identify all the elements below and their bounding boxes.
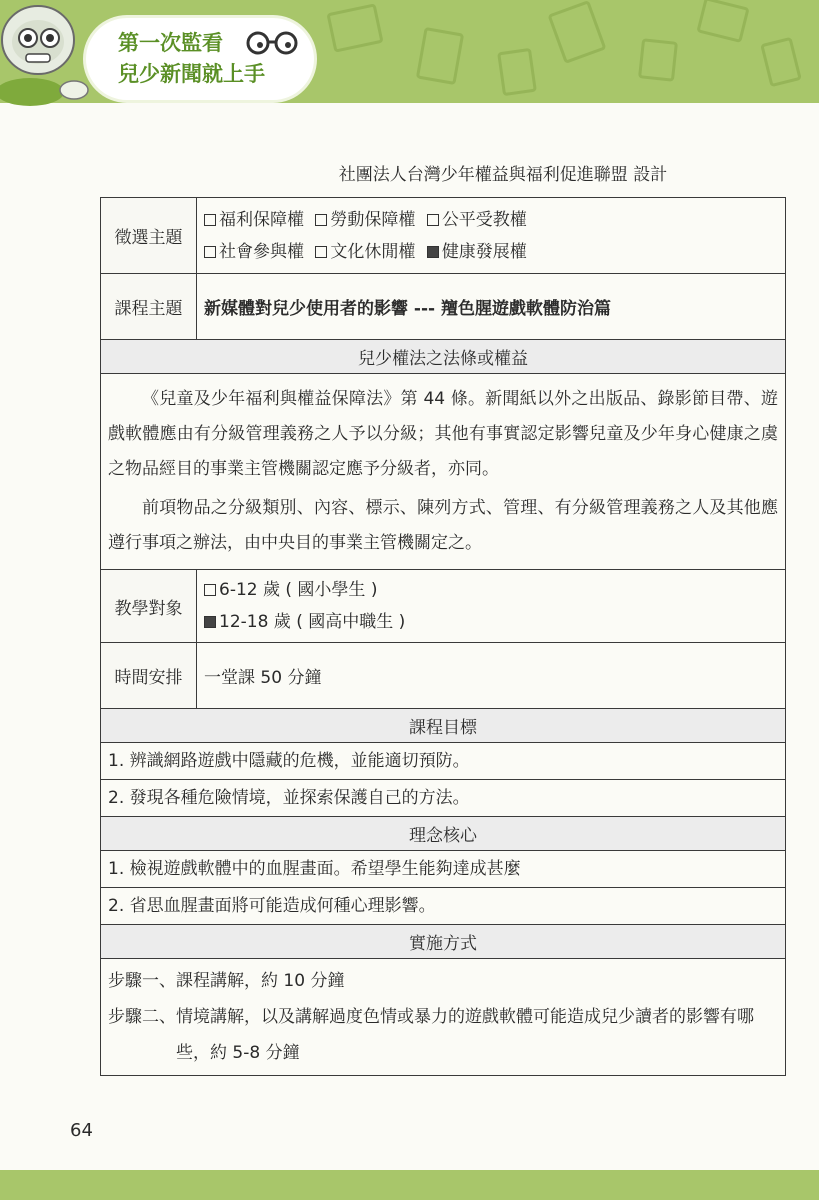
target-options bbox=[197, 570, 786, 643]
header-title bbox=[118, 28, 265, 90]
implementation-steps bbox=[101, 959, 786, 1076]
decor-tablet-icon bbox=[547, 0, 606, 64]
objectives-heading: 課程目標 bbox=[101, 709, 786, 743]
checkbox-checked-icon bbox=[204, 616, 216, 628]
checkbox-icon bbox=[427, 214, 439, 226]
decor-film-icon bbox=[638, 38, 678, 82]
core-item: 2. 省思血腥畫面將可能造成何種心理影響。 bbox=[101, 888, 786, 925]
theme-option: 勞動保障權 bbox=[315, 210, 415, 230]
checkbox-icon bbox=[315, 214, 327, 226]
footer-band bbox=[0, 1170, 819, 1200]
theme-option: 社會參與權 bbox=[204, 242, 304, 262]
objective-item: 2. 發現各種危險情境，並探索保護自己的方法。 bbox=[101, 780, 786, 817]
target-label: 教學對象 bbox=[101, 570, 197, 643]
header-title-line2: 兒少新聞就上手 bbox=[118, 62, 265, 86]
theme-option: 福利保障權 bbox=[204, 210, 304, 230]
step-label: 步驟一、 bbox=[108, 971, 176, 991]
core-heading: 理念核心 bbox=[101, 817, 786, 851]
checkbox-icon bbox=[204, 246, 216, 258]
target-option: 12-18 歲 ( 國高中職生 ) bbox=[204, 606, 778, 638]
step-text: 情境講解，以及講解過度色情或暴力的遊戲軟體可能造成兒少讀者的影響有哪些，約 5-8 分鐘 bbox=[176, 1007, 754, 1063]
decor-tablet-icon bbox=[416, 27, 464, 85]
step-item bbox=[108, 963, 778, 999]
law-section-heading: 兒少權法之法條或權益 bbox=[101, 340, 786, 374]
step-label: 步驟二、 bbox=[108, 1007, 176, 1027]
course-topic-value: 新媒體對兒少使用者的影響 --- 羶色腥遊戲軟體防治篇 bbox=[197, 274, 786, 340]
theme-option: 文化休閒權 bbox=[315, 242, 415, 262]
schedule-value: 一堂課 50 分鐘 bbox=[197, 643, 786, 709]
page-number: 64 bbox=[70, 1120, 93, 1141]
lesson-plan-table bbox=[100, 197, 786, 1076]
law-paragraph: 《兒童及少年福利與權益保障法》第 44 條。新聞紙以外之出版品、錄影節目帶、遊戲軟體應由有分級管理義務之人予以分級；其他有事實認定影響兒童及少年身心健康之虞之物品經目的事業主管機關認定應予分級者，亦同。 bbox=[108, 389, 778, 479]
checkbox-icon bbox=[204, 214, 216, 226]
law-section-body bbox=[101, 374, 786, 570]
step-text: 課程講解，約 10 分鐘 bbox=[176, 971, 345, 991]
design-credit: 社團法人台灣少年權益與福利促進聯盟 設計 bbox=[338, 165, 668, 185]
checkbox-icon bbox=[204, 584, 216, 596]
decor-plug-icon bbox=[760, 37, 802, 87]
law-paragraph: 前項物品之分級類別、內容、標示、陳列方式、管理、有分級管理義務之人及其他應遵行事項之辦法，由中央目的事業主管機關定之。 bbox=[108, 498, 778, 553]
objective-item: 1. 辨識網路遊戲中隱藏的危機，並能適切預防。 bbox=[101, 743, 786, 780]
glasses-icon bbox=[245, 30, 301, 56]
checkbox-checked-icon bbox=[427, 246, 439, 258]
decor-phone-icon bbox=[497, 48, 537, 96]
core-item: 1. 檢視遊戲軟體中的血腥畫面。希望學生能夠達成甚麼 bbox=[101, 851, 786, 888]
target-option: 6-12 歲 ( 國小學生 ) bbox=[204, 574, 778, 606]
theme-option: 健康發展權 bbox=[427, 242, 527, 262]
decor-tv-icon bbox=[326, 3, 383, 53]
theme-option: 公平受教權 bbox=[427, 210, 527, 230]
decor-tv-icon bbox=[696, 0, 749, 43]
checkbox-icon bbox=[315, 246, 327, 258]
schedule-label: 時間安排 bbox=[101, 643, 197, 709]
implementation-heading: 實施方式 bbox=[101, 925, 786, 959]
theme-options bbox=[197, 198, 786, 274]
header-title-line1: 第一次監看 bbox=[118, 31, 223, 55]
theme-label: 徵選主題 bbox=[101, 198, 197, 274]
course-topic-label: 課程主題 bbox=[101, 274, 197, 340]
step-item bbox=[108, 999, 778, 1071]
